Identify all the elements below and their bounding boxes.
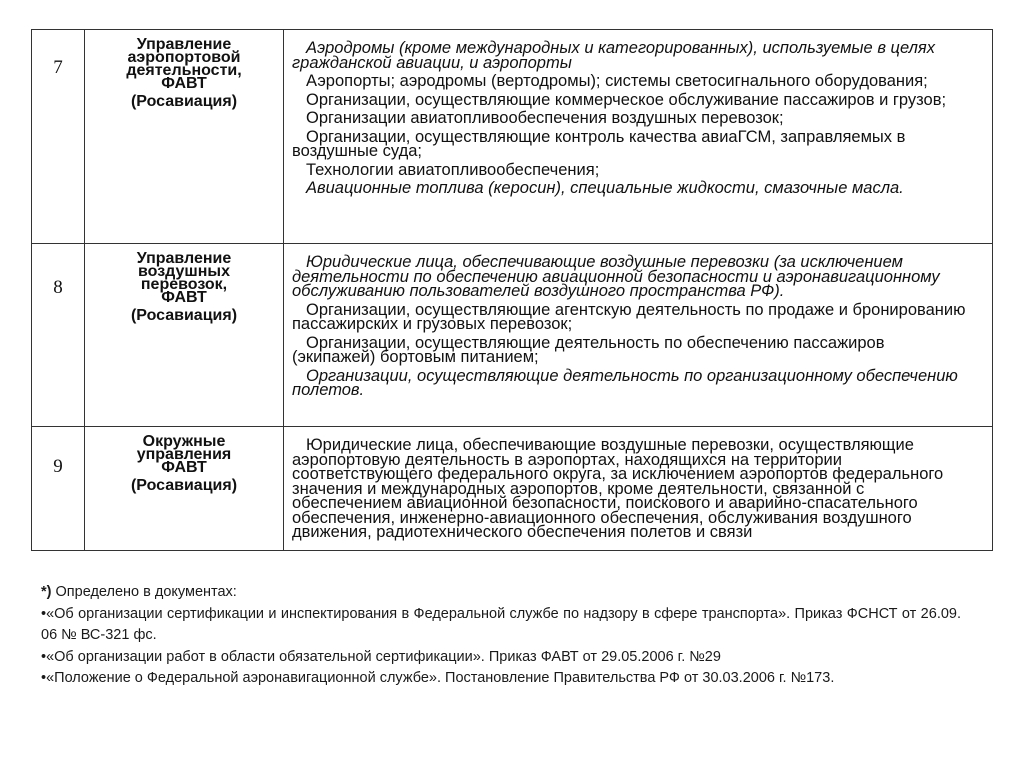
list-item: Организации, осуществляющие коммерческое обслуживание пассажиров и грузов; <box>306 90 947 109</box>
authority-line: воздушных <box>138 263 230 280</box>
objects-list <box>284 244 992 426</box>
list-item: Организации, осуществляющие деятельность по обеспечению пассажиров (экипажей) бортовым питанием; <box>292 333 885 366</box>
authority-line: (Росавиация) <box>130 93 238 110</box>
footnote-star: *) <box>41 584 52 600</box>
table-row <box>32 427 992 551</box>
list-item: Организации, осуществляющие контроль качества авиаГСМ, заправляемых в воздушные суда; <box>292 127 906 160</box>
footnote-intro-text: Определено в документах: <box>51 584 237 600</box>
authority-line: ФАВТ <box>161 75 207 92</box>
objects-list <box>284 427 992 551</box>
objects-list <box>284 30 992 243</box>
list-item: Юридические лица, обеспечивающие воздушные перевозки (за исключением деятельности по обеспечению авиационной безопасности и аэронавигационному обслуживанию пользователей воздушного пространства РФ). <box>292 253 940 300</box>
list-item: Аэродромы (кроме международных и категорированных), используемые в целях гражданской авиации, и аэропорты <box>292 39 935 72</box>
footnote-intro <box>41 582 961 604</box>
authority-cell <box>85 427 284 551</box>
authority-line: (Росавиация) <box>130 307 238 324</box>
authority-line: ФАВТ <box>161 289 207 306</box>
footnote-doc: •«Об организации сертификации и инспектирования в Федеральной службе по надзору в сфере транспорта». Приказ ФСНСТ от 26.09. 06 № ВС-321 фс. <box>41 605 961 643</box>
authority-line: Окружные <box>142 433 226 450</box>
row-number: 9 <box>32 427 85 551</box>
authority-line: Управление <box>136 36 232 53</box>
authority-line: Управление <box>136 250 232 267</box>
authority-line: деятельности, <box>126 62 242 79</box>
list-item: Организации, осуществляющие деятельность по организационному обеспечению полетов. <box>292 366 958 399</box>
table-row <box>32 244 992 427</box>
authority-line: ФАВТ <box>161 459 207 476</box>
list-item: Аэропорты; аэродромы (вертодромы); системы светосигнального оборудования; <box>306 72 928 90</box>
authority-line: аэропортовой <box>127 49 241 66</box>
footnote-doc: •«Об организации работ в области обязательной сертификации». Приказ ФАВТ от 29.05.2006 г. №29 <box>41 648 721 665</box>
list-item: Организации авиатопливообеспечения воздушных перевозок; <box>306 109 784 127</box>
row-number: 8 <box>32 244 85 426</box>
authority-line: перевозок, <box>140 276 228 293</box>
footnote <box>41 582 961 690</box>
certification-table <box>31 29 993 551</box>
list-item: Технологии авиатопливообеспечения; <box>306 160 600 179</box>
table-row <box>32 30 992 244</box>
row-number: 7 <box>32 30 85 243</box>
list-item: Организации, осуществляющие агентскую деятельность по продаже и бронированию пассажирских и грузовых перевозок; <box>292 300 966 333</box>
authority-cell <box>85 30 284 243</box>
authority-line: управления <box>136 446 232 463</box>
authority-cell <box>85 244 284 426</box>
footnote-doc: •«Положение о Федеральной аэронавигационной службе». Постановление Правительства РФ от 30.03.2006 г. №173. <box>41 670 835 686</box>
list-item: Авиационные топлива (керосин), специальные жидкости, смазочные масла. <box>306 179 904 197</box>
authority-line: (Росавиация) <box>130 477 238 494</box>
list-item: Юридические лица, обеспечивающие воздушные перевозки, осуществляющие аэропортовую деятельность в аэропортах, находящихся на территории соответствующего федерального округа, за исключением аэропортов федерального значения и международных аэропортов, кроме деятельности, связанной с обеспечением авиационной безопасности, поискового и аварийно-спасательного обеспечения, инженерно-авиационного обеспечения, обслуживания воздушного движения, радиотехнического обеспечения полетов и связи <box>292 436 944 541</box>
